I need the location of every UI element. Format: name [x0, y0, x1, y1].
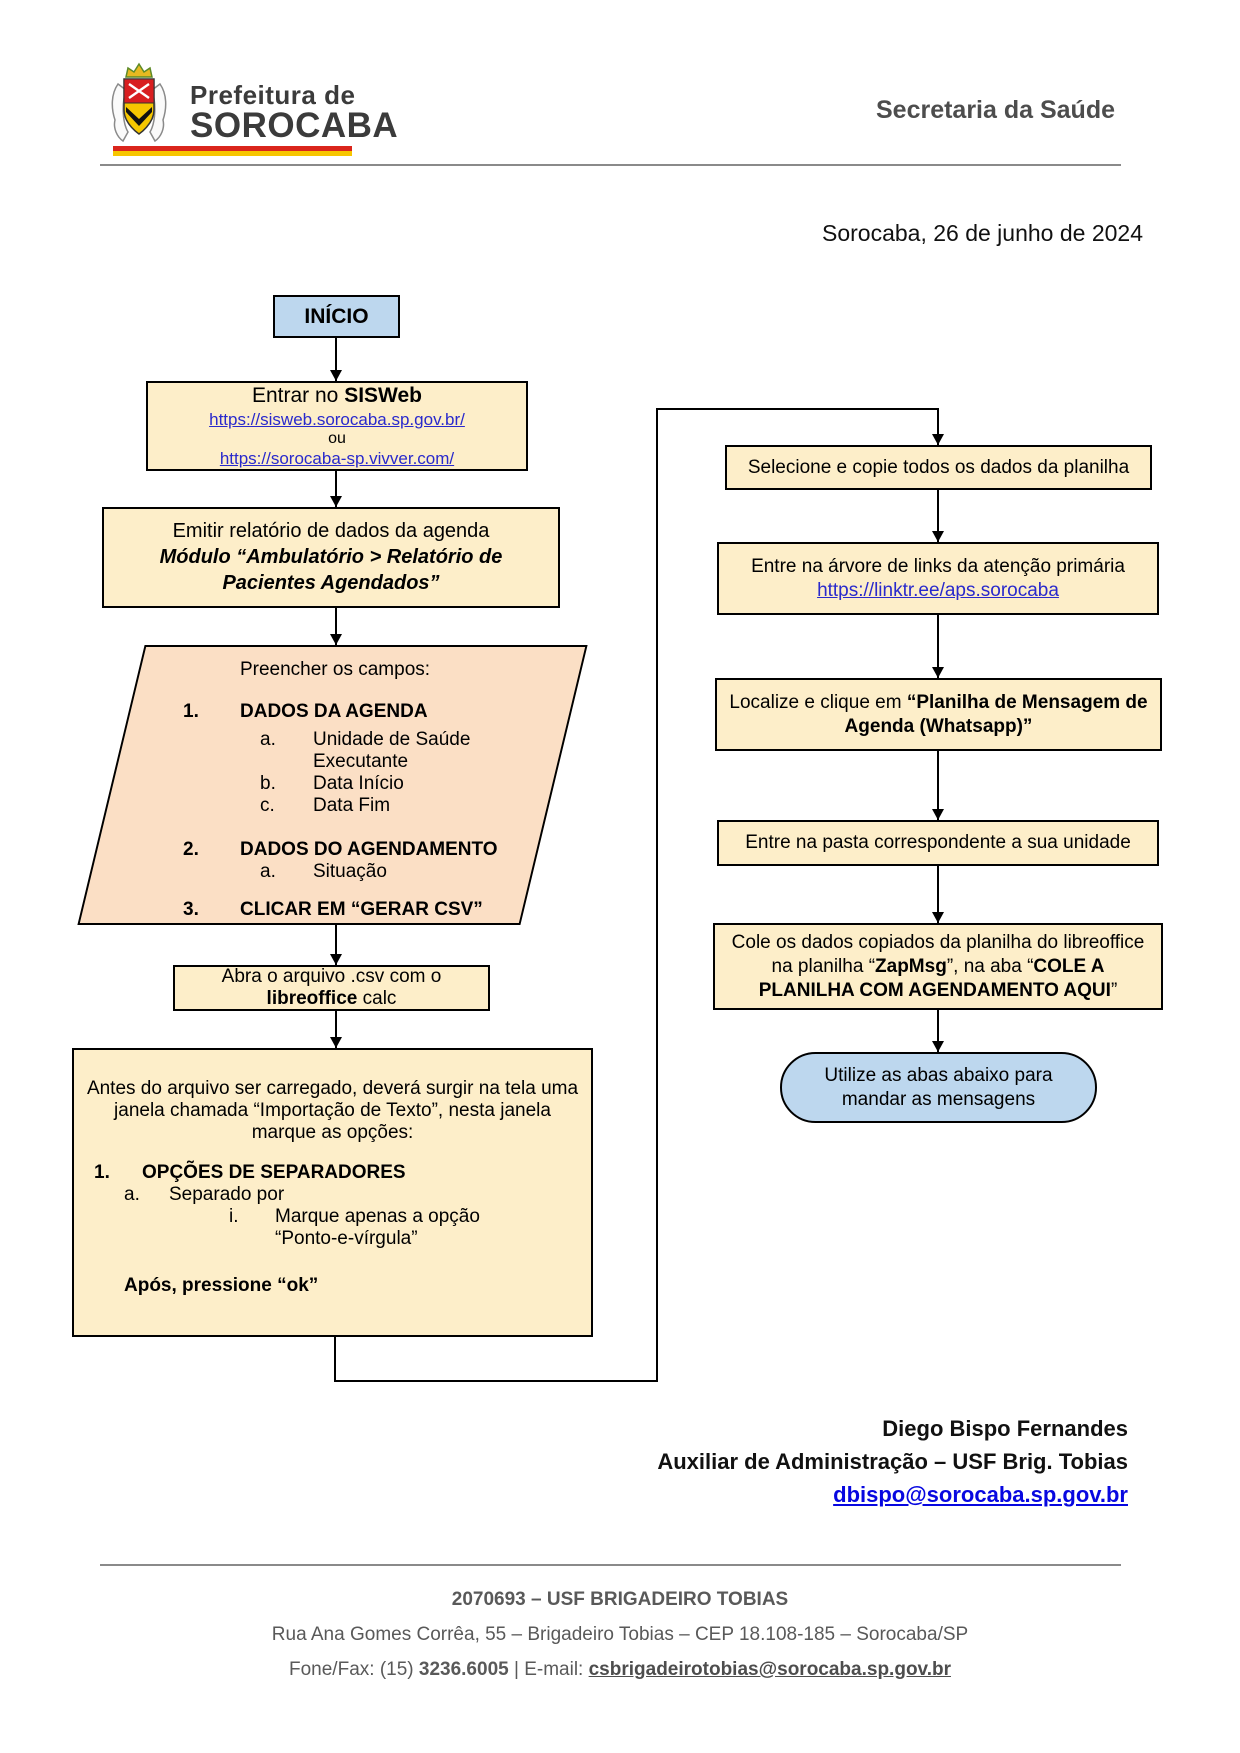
list-number: 2. [183, 839, 199, 860]
terminal-text: Utilize as abas abaixo para mandar as mensagens [824, 1064, 1053, 1110]
preencher-item2a: Situação [313, 861, 387, 882]
department-title: Secretaria da Saúde [875, 96, 1115, 124]
footer-divider [100, 1564, 1121, 1566]
header-divider [100, 164, 1121, 166]
flow-arrow [335, 1011, 337, 1048]
importacao-item1a: Separado por [169, 1184, 285, 1205]
process-abra-csv [173, 965, 490, 1011]
list-roman: i. [229, 1206, 239, 1227]
list-number: 1. [94, 1162, 110, 1183]
list-letter: b. [260, 773, 276, 794]
flow-arrow [937, 1010, 939, 1052]
connector-line [334, 1337, 336, 1382]
process-cole-dados [713, 923, 1163, 1010]
flow-arrow [335, 925, 337, 965]
header-logo-wordmark [190, 82, 398, 143]
connector-line [656, 408, 658, 1382]
localize-text: Localize e clique em [729, 691, 907, 713]
signature-block [657, 1412, 1128, 1511]
logo-stripe [113, 146, 352, 156]
flow-arrow [335, 471, 337, 507]
signature-email-link[interactable]: dbispo@sorocaba.sp.gov.br [833, 1482, 1128, 1507]
sisweb-link[interactable]: https://sisweb.sorocaba.sp.gov.br/ [209, 410, 465, 429]
signature-name: Diego Bispo Fernandes [882, 1416, 1128, 1441]
list-number: 1. [183, 701, 199, 722]
process-entrar-sisweb [146, 381, 528, 471]
data-preencher-campos [120, 645, 550, 925]
entrar-bold: SISWeb [344, 384, 422, 407]
cole-bold1: ZapMsg [875, 955, 947, 977]
list-number: 3. [183, 899, 199, 920]
signature-role: Auxiliar de Administração – USF Brig. Tobias [657, 1449, 1128, 1474]
list-letter: a. [260, 861, 276, 882]
abra-bold: libreoffice [266, 988, 358, 1009]
date-line: Sorocaba, 26 de junho de 2024 [822, 220, 1143, 246]
footer-unit: 2070693 – USF BRIGADEIRO TOBIAS [451, 1589, 789, 1610]
process-localize-planilha [715, 678, 1162, 751]
list-letter: c. [260, 795, 275, 816]
linktree-link[interactable]: https://linktr.ee/aps.sorocaba [817, 579, 1059, 601]
logo-line2: SOROCABA [190, 106, 399, 145]
entrar-or: ou [328, 430, 346, 447]
flow-arrow [937, 490, 939, 542]
vivver-link[interactable]: https://sorocaba-sp.vivver.com/ [219, 449, 455, 468]
preencher-item3: CLICAR EM “GERAR CSV” [240, 899, 483, 920]
start-node: INÍCIO [273, 295, 400, 338]
list-letter: a. [124, 1184, 140, 1205]
footer-email-label: | E-mail: [508, 1659, 589, 1680]
footer-address: Rua Ana Gomes Corrêa, 55 – Brigadeiro Tobias – CEP 18.108-185 – Sorocaba/SP [271, 1624, 969, 1645]
connector-line [656, 408, 939, 410]
cole-text3: ” [1110, 979, 1118, 1001]
process-emitir-relatorio [102, 507, 560, 608]
process-selecione-copie: Selecione e copie todos os dados da planilha [725, 445, 1152, 490]
process-pasta-unidade: Entre na pasta correspondente a sua unidade [717, 820, 1159, 866]
footer-email-link[interactable]: csbrigadeirotobias@sorocaba.sp.gov.br [588, 1659, 951, 1680]
coat-of-arms-icon [108, 62, 170, 146]
localize-bold: “Planilha de Mensagem de Agenda (Whatsapp)” [844, 691, 1148, 737]
cole-text2: ”, na aba “ [946, 955, 1034, 977]
list-letter: a. [260, 729, 276, 750]
importacao-intro: Antes do arquivo ser carregado, deverá surgir na tela uma janela chamada “Importação de Texto”, nesta janela marque as opções: [86, 1078, 579, 1143]
importacao-final: Após, pressione “ok” [124, 1275, 319, 1296]
arvore-text: Entre na árvore de links da atenção primária [751, 555, 1125, 577]
preencher-title: Preencher os campos: [239, 659, 431, 680]
flow-arrow [937, 751, 939, 820]
footer-contact [0, 1652, 1240, 1687]
preencher-item2: DADOS DO AGENDAMENTO [240, 839, 498, 860]
cole-bold2: COLE A PLANILHA COM AGENDAMENTO AQUI [758, 955, 1111, 1001]
flow-arrow [937, 866, 939, 923]
footer-phone: 3236.6005 [418, 1659, 509, 1680]
flow-arrow [335, 608, 337, 645]
process-importacao-texto [72, 1048, 593, 1337]
terminal-node [780, 1052, 1097, 1123]
preencher-item1a: Unidade de Saúde Executante [313, 729, 471, 772]
footer-block [0, 1582, 1240, 1687]
footer-phone-label: Fone/Fax: (15) [289, 1659, 419, 1680]
logo-line1: Prefeitura de [190, 80, 356, 110]
process-arvore-links [717, 542, 1159, 615]
preencher-item1: DADOS DA AGENDA [240, 701, 428, 722]
entrar-text: Entrar no [251, 384, 345, 407]
emitir-line2: Módulo “Ambulatório > Relatório de Pacientes Agendados” [159, 546, 503, 594]
flow-arrow [937, 615, 939, 678]
preencher-item1b: Data Início [313, 773, 404, 794]
emitir-line1: Emitir relatório de dados da agenda [172, 520, 490, 542]
importacao-item1ai: Marque apenas a opção “Ponto-e-vírgula” [275, 1206, 480, 1249]
flow-arrow [335, 338, 337, 381]
abra-text2: calc [357, 988, 397, 1009]
cole-text1: Cole os dados copiados da planilha do libreoffice na planilha “ [731, 931, 1145, 977]
abra-text1: Abra o arquivo .csv com o [221, 966, 442, 987]
flow-arrow [937, 408, 939, 445]
connector-line [334, 1380, 658, 1382]
preencher-item1c: Data Fim [313, 795, 391, 816]
importacao-item1: OPÇÕES DE SEPARADORES [142, 1162, 406, 1183]
